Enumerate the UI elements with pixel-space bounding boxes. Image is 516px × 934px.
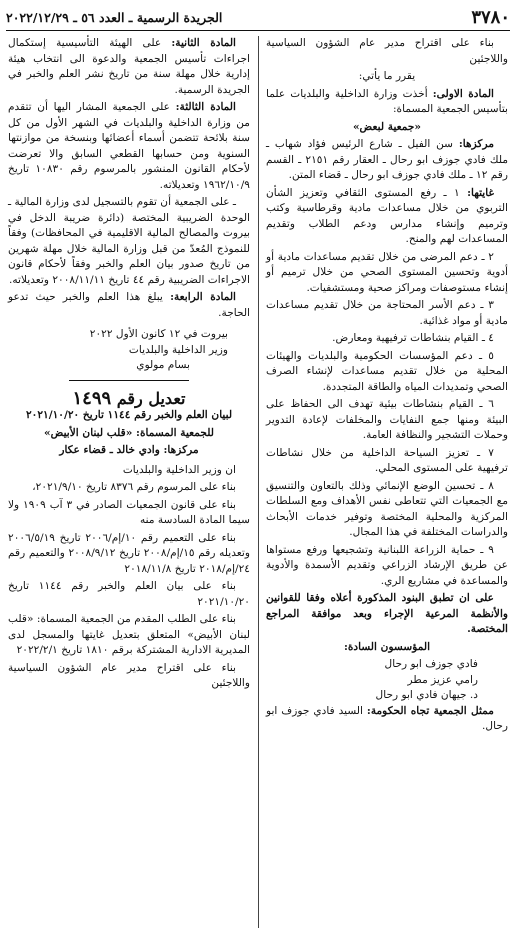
right-column [266,36,508,737]
goal-item: ٣ ـ دعم الأسر المحتاجة من خلال تقديم مساعدات مادية أو مواد غذائية. [266,299,508,327]
goal-1: ١ ـ رفع المستوى الثقافي وتعزيز الشأن التربوي من خلال مساعدات مادية وقرطاسية وكتب وترميم وإنشاء مدارس ودعم الطلاب وتقديم المساعدات لهم والمنح. [266,186,508,245]
column-divider [258,36,259,928]
article-1-label: المادة الاولى: [432,87,494,100]
founder-name: فادي جوزف ابو رحال [384,658,478,670]
headquarters-label: مركزها: [458,138,494,150]
article-4 [8,290,250,321]
goals [266,186,508,248]
association-name: «جمعية لبعض» [352,120,422,133]
article-2 [8,36,250,98]
representative-name: السيد فادي جوزف ابو رحال. [266,704,508,732]
goal-item: ٥ ـ دعم المؤسسات الحكومية والبلديات والهيئات المحلية من خلال تقديم مساعدات لإنشاء الصرف الصحي وتمديدات المياه والطاقة المتجددة. [266,349,508,393]
article-3 [8,100,250,193]
goal-item: ٩ ـ حماية الزراعة اللبنانية وتشجيعها ورفع مستواها عن طريق الإرشاد الزراعي وتقديم الأسمدة والأدوية والمساعدة في مشاريع الري. [266,543,508,587]
headquarters-text: سن الفيل ـ شارع الرئيس فؤاد شهاب ـ ملك فادي جوزف ابو رحال ـ العقار رقم ٢١٥١ ـ القسم رقم ١٢ ـ ملك فادي جوزف ابو رحال ـ قضاء المتن. [266,138,509,181]
recital: بناء على المرسوم رقم ٨٣٧٦ تاريخ ٢٠٢١/٩/١٠، [32,481,236,493]
recital: بناء على قانون الجمعيات الصادر في ٣ آب ١٩٠٩ ولا سيما المادة السادسة منه [8,498,250,526]
article-4-text: يبلغ هذا العلم والخبر حيث تدعو الحاجة. [8,291,250,319]
journal-issue-line: الجريدة الرسمية ـ العدد ٥٦ ـ ٢٠٢٢/١٢/٢٩ [6,9,223,25]
article-4-label: المادة الرابعة: [170,291,236,303]
goal-item: ٦ ـ القيام بنشاطات بيئية تهدف الى الحفاظ على البيئة ومنها جمع النفايات والمخلفات لإعادة التدوير وحملات التشجير والنظافة العامة. [266,398,508,441]
amendment-minister: ان وزير الداخلية والبلديات [122,463,236,476]
goal-item: ٨ ـ تحسين الوضع الإنمائي وذلك بالتعاون والتنسيق مع الجمعيات التي تتعاطى نفس الأهداف ومع السلطات المركزية والمحلية المختصة وتوفير خدمات الأبحاث والدراسات المختلفة في هذا المجال. [266,479,508,538]
goal-item: ٤ ـ القيام بنشاطات ترفيهية ومعارض. [332,332,494,344]
page-header [6,4,510,31]
amendment-association: للجمعية المسماة: «قلب لبنان الأبيض» [44,426,214,439]
amendment-prefix: تعديل رقم [116,388,186,408]
goal-item: ٧ ـ تعزيز السياحة الداخلية من خلال نشاطات ترفيهية على المستوى المحلي. [266,446,508,474]
article-3-label: المادة الثالثة: [175,101,236,113]
article-2-label: المادة الثانية: [171,37,236,49]
headquarters [266,137,508,184]
founders-title: المؤسسون السادة: [343,640,431,653]
recital: بناء على بيان العلم والخبر رقم ١١٤٤ تاريخ ٢٠٢١/١٠/٢٠ [8,580,250,608]
recital: بناء على التعميم رقم ١٠/إم/٢٠٠٦ تاريخ ٢٠٠٦/٥/١٩ وتعديله رقم ١٥/إم/٢٠٠٨ تاريخ ٢٠٠٨/٩/١٢ والتعميم رقم ٢٤/إم/٢٠١٨ تاريخ ٢٠١٨/١١/٨ [8,531,250,575]
article-3-continued: ـ على الجمعية أن تقوم بالتسجيل لدى وزارة المالية ـ الوحدة الضريبية المختصة (دائرة ضريبة الدخل في بيروت والمصالح المالية الاقليمية في المحافظات) وفقاً للنموذج المُعدّ من قبل وزارة المالية خلال مهلة شهرين من تاريخ صدور بيان العلم والخبر وفقاً لأحكام قانون الاجراءات الضريبية رقم ٤٤ تاريخ ٢٠٠٨/١١/١١ وتعديلاته. [7,196,250,286]
page-number: ٣٧٨٠ [471,6,510,28]
amendment-number: ١٤٩٩ [72,387,112,409]
article-3-text: على الجمعية المشار اليها أن تتقدم من وزارة الداخلية والبلديات في الشهر الأول من كل سنة بلائحة تتضمن أسماء أعضائها وبنسخة من موازنتها السنوية ومن حسابها القطعي السابق والا تعرضت لأحكام القانون المنشور بالمرسوم رقم ١٠٨٣٠ تاريخ ١٩٦٢/١٠/٩ وتعديلاته. [8,101,250,191]
signature-date: بيروت في ١٢ كانون الأول ٢٠٢٢ [89,328,228,340]
goal-item: ٢ ـ دعم المرضى من خلال تقديم مساعدات مادية أو أدوية وتحسين المستوى الصحي من خلال ترميم أو إنشاء مستوصفات ومراكز صحية ومستشفيات. [266,250,508,294]
recital: بناء على الطلب المقدم من الجمعية المسماة: «قلب لبنان الأبيض» المتعلق بتعديل غايتها والمسجل لدى المديرية الادارية المشتركة برقم ١٨١٠ تاريخ ٢٠٢٢/٢/١ [8,613,250,656]
recital: بناء على اقتراح مدير عام الشؤون السياسية واللاجئين [8,661,250,689]
compliance-clause: على ان تطبق البنود المذكورة أعلاه وفقا للقوانين والأنظمة المرعية الإجراء وبعد موافقة المراجع المختصة. [266,592,508,635]
government-representative [266,704,508,735]
article-1-text: أخذت وزارة الداخلية والبلديات علما بتأسيس الجمعية المسماة: [266,87,508,115]
decide-line: يقرر ما يأتي: [358,70,416,82]
article-1 [266,87,508,118]
goals-label: غايتها: [467,186,494,199]
representative-label: ممثل الجمعية تجاه الحكومة: [366,704,494,717]
intro-paragraph: بناء على اقتراح مدير عام الشؤون السياسية واللاجئين [266,37,508,65]
left-column [8,36,250,694]
amendment-title [8,387,250,409]
founder-name: د. جيهان فادي ابو رحال [375,689,478,701]
section-rule [69,380,189,381]
article-2-text: على الهيئة التأسيسية إستكمال اجراءات تأسيس الجمعية والدعوة الى انتخاب هيئة إدارية خلال مهلة سنة من تاريخ نشر العلم والخبر في الجريدة الرسمية. [8,37,250,96]
amendment-reference: لبيان العلم والخبر رقم ١١٤٤ تاريخ ٢٠٢١/١٠/٢٠ [25,409,233,421]
minister-name: بسام مولوي [136,359,190,371]
minister-title: وزير الداخلية والبلديات [128,343,228,356]
amendment-headquarters: مركزها: وادي خالد ـ قضاء عكار [59,444,199,456]
founder-name: رامي عزيز مطر [407,673,478,686]
